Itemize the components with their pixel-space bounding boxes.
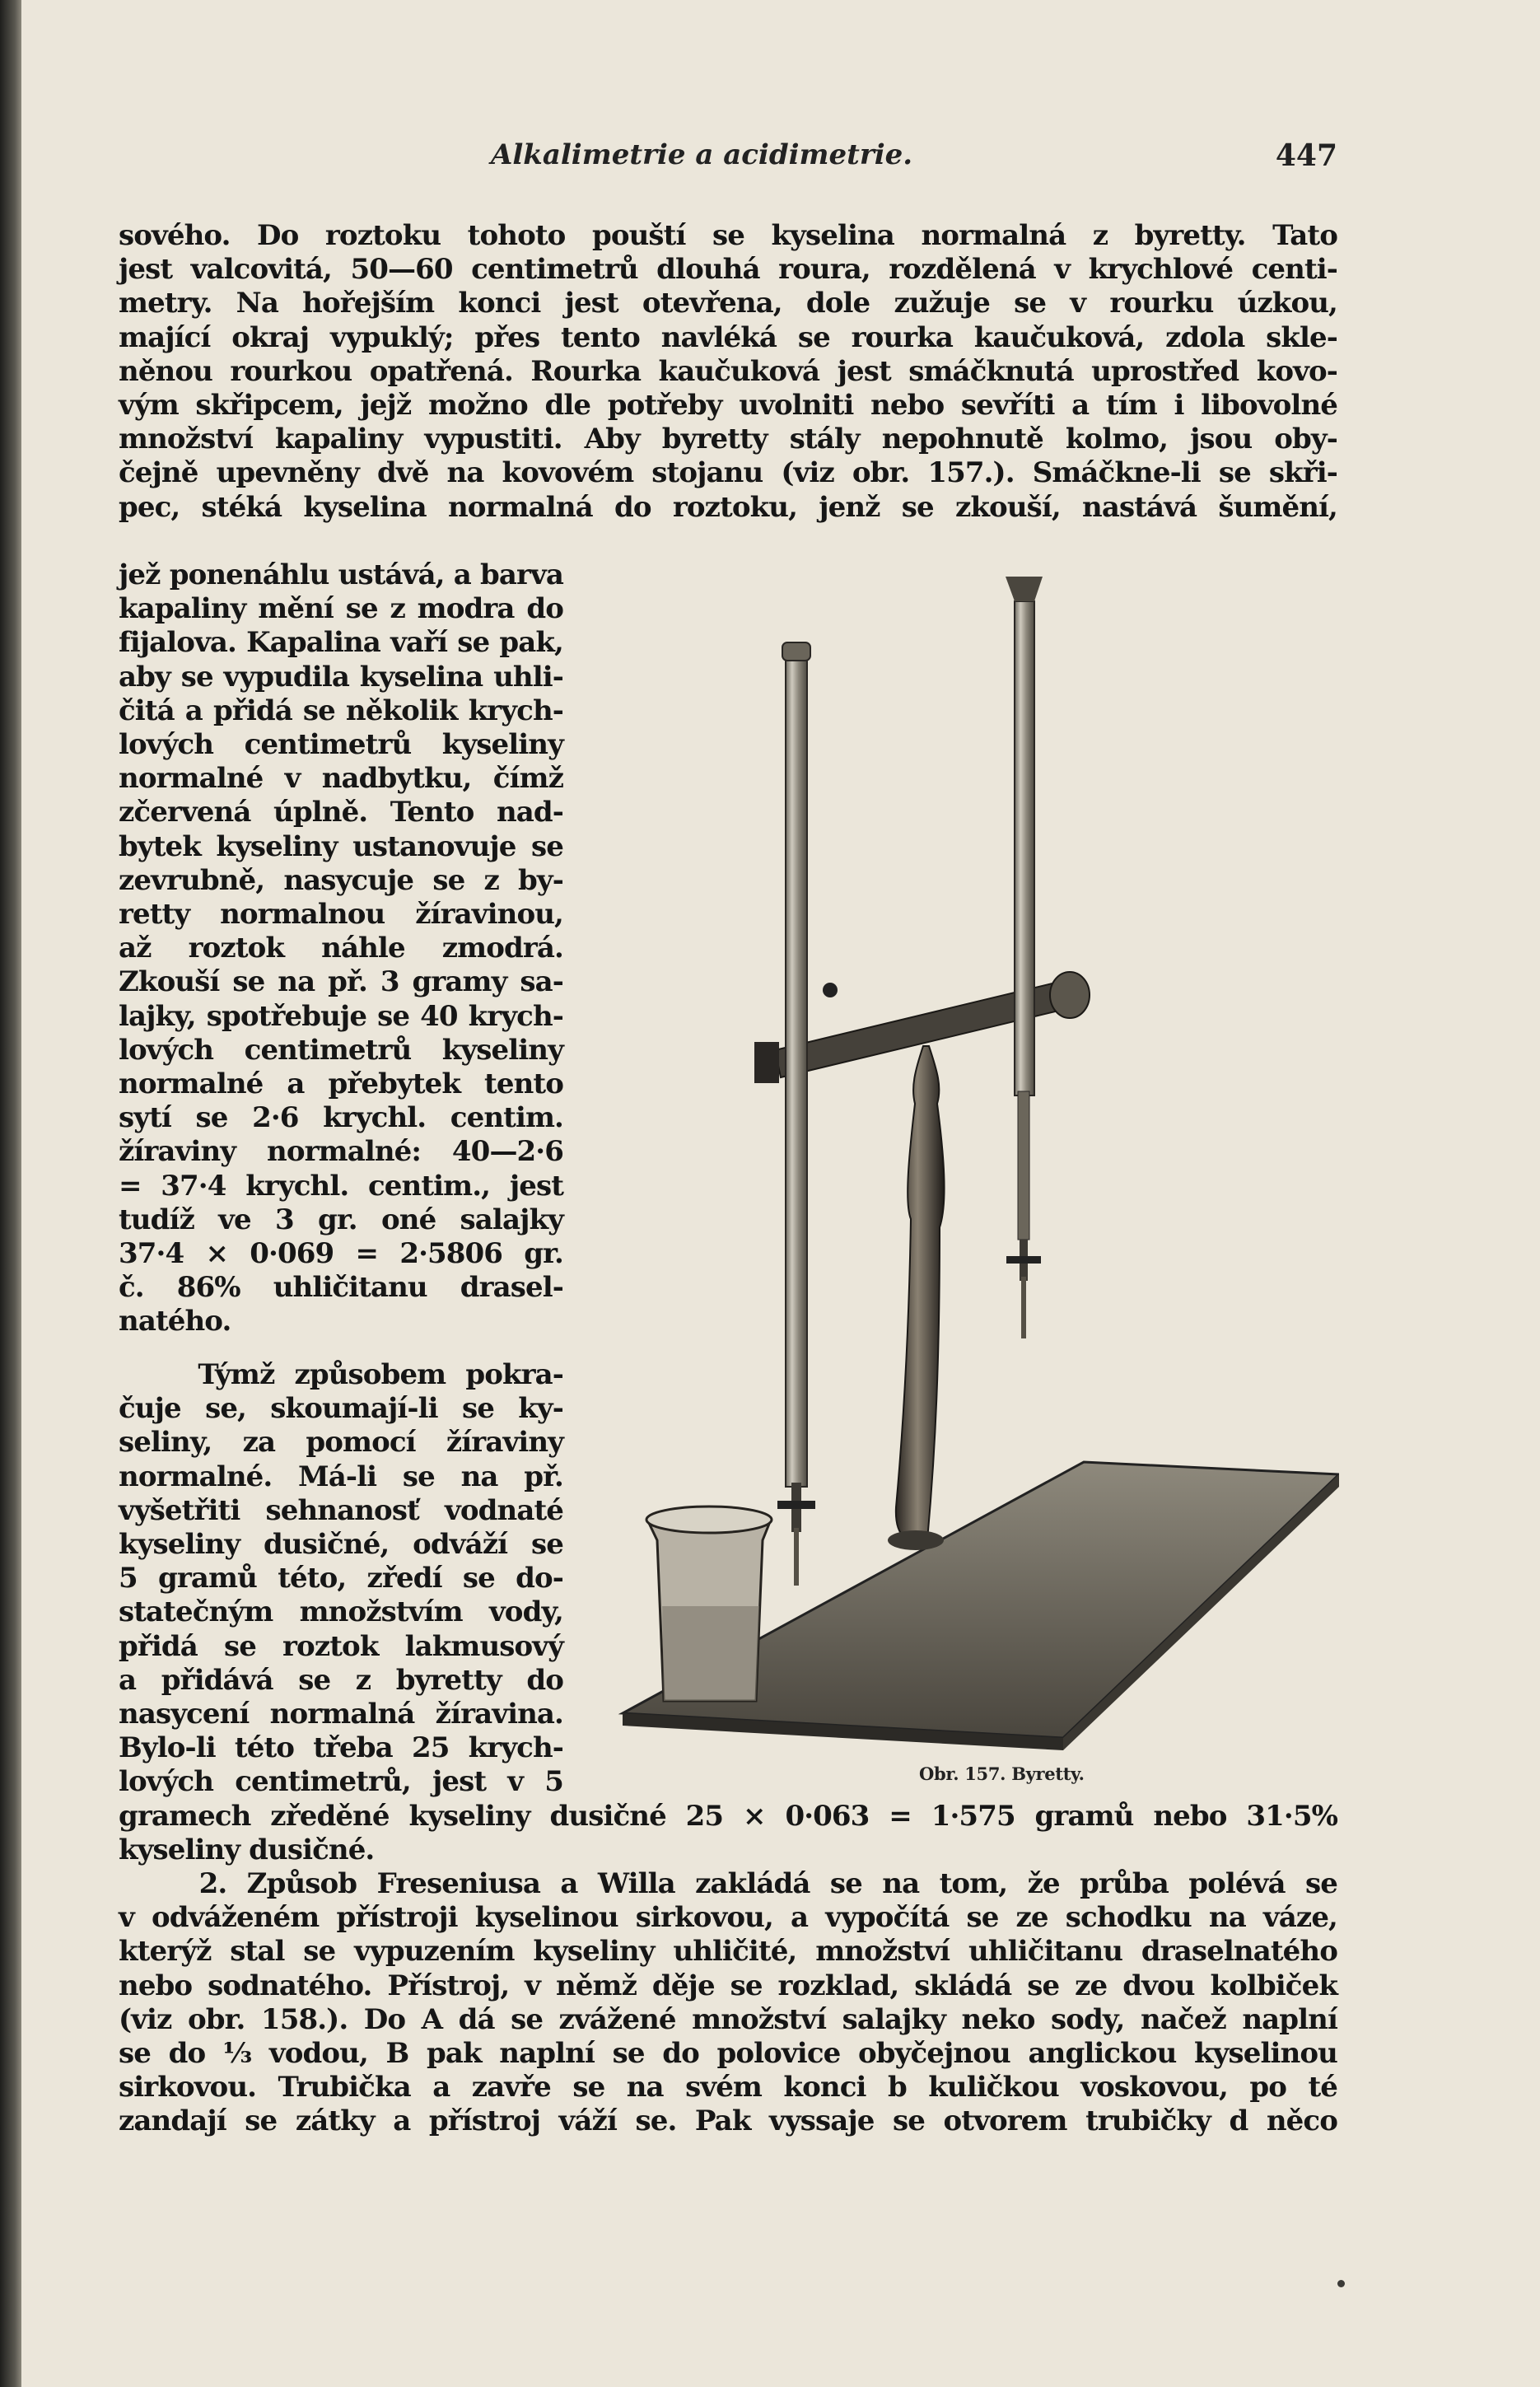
text-line: se do ⅓ vodou, B pak naplní se do polovice obyčejnou anglickou kyselinou (119, 2037, 1337, 2071)
method-2-paragraph (119, 1867, 1337, 2139)
text-line: 37·4 × 0·069 = 2·5806 gr. (119, 1237, 563, 1271)
text-line: fijalova. Kapalina vaří se pak, (119, 626, 563, 660)
text-line: jest valcovitá, 50—60 centimetrů dlouhá roura, rozdělená v krychlové centi- (119, 253, 1337, 287)
text-line: lových centimetrů kyseliny (119, 728, 563, 762)
burette-illustration (598, 577, 1339, 1754)
text-line: normalné. Má-li se na př. (119, 1460, 563, 1493)
text-line: normalné a přebytek tento (119, 1067, 563, 1101)
text-line: přidá se roztok lakmusový (119, 1629, 563, 1663)
text-line: gramech zředěné kyseliny dusičné 25 × 0·063 = 1·575 gramů nebo 31·5% (119, 1800, 1337, 1833)
running-title: Alkalimetrie a acidimetrie. (491, 138, 913, 171)
book-binding-shadow (0, 0, 21, 2387)
text-line: mající okraj vypuklý; přes tento navléká se rourka kaučuková, zdola skle- (119, 320, 1337, 354)
figure-caption: Obr. 157. Byretty. (919, 1763, 1085, 1784)
text-line: čitá a přidá se několik krych- (119, 694, 563, 727)
text-line: bytek kyseliny ustanovuje se (119, 829, 563, 863)
text-line: sového. Do roztoku tohoto pouští se kyselina normalná z byretty. Tato (119, 219, 1337, 252)
page-number: 447 (1275, 138, 1337, 173)
left-burette-tube (786, 655, 807, 1487)
text-line: Bylo-li této třeba 25 krych- (119, 1731, 563, 1765)
intro-paragraph (119, 219, 1337, 525)
text-line: = 37·4 krychl. centim., jest (119, 1169, 563, 1203)
right-burette-clip (1006, 1256, 1041, 1264)
text-line: množství kapaliny vypustiti. Aby byretty stály nepohnutě kolmo, jsou oby- (119, 423, 1337, 456)
text-line: kyseliny dusičné, odváží se (119, 1528, 563, 1562)
text-line: pec, stéká kyselina normalná do roztoku, jenž se zkouší, nastává šumění, (119, 490, 1337, 524)
text-line: vým skřipcem, jejž možno dle potřeby uvolniti nebo sevříti a tím i libovolné (119, 389, 1337, 423)
text-line: Týmž způsobem pokra- (119, 1358, 563, 1391)
right-burette-lower (1018, 1091, 1029, 1240)
ink-speck (1337, 2280, 1345, 2287)
text-line: čuje se, skoumají-li se ky- (119, 1392, 563, 1426)
left-burette-rim (782, 642, 810, 661)
text-line: čejně upevněny dvě na kovovém stojanu (viz obr. 157.). Smáčkne-li se skři- (119, 456, 1337, 490)
text-line: v odváženém přístroji kyselinou sirkovou, a vypočítá se ze schodku na váze, (119, 1901, 1337, 1935)
text-line: nebo sodnatého. Přístroj, v němž děje se rozklad, skládá se ze dvou kolbiček (119, 1969, 1337, 2002)
left-burette-clip (777, 1501, 815, 1509)
right-burette-tube (1015, 601, 1034, 1095)
page-header (491, 138, 1337, 188)
stand-column-foot (888, 1530, 944, 1550)
text-line: vyšetřiti sehnanosť vodnaté (119, 1493, 563, 1527)
text-line: 2. Způsob Freseniusa a Willa zakládá se na tom, že průba polévá se (119, 1867, 1337, 1900)
text-line: (viz obr. 158.). Do A dá se zvážené množství salajky neko sody, načež naplní (119, 2002, 1337, 2036)
text-line: lových centimetrů kyseliny (119, 1033, 563, 1067)
text-line: kyseliny dusičné. (119, 1833, 375, 1867)
text-line: seliny, za pomocí žíraviny (119, 1426, 563, 1460)
burette-stand-figure (598, 577, 1339, 1754)
right-burette-funnel (1006, 577, 1043, 601)
text-line: lových centimetrů, jest v 5 (119, 1765, 563, 1799)
text-line: sirkovou. Trubička a zavře se na svém konci b kuličkou voskovou, po té (119, 2071, 1337, 2104)
clamp-jaw-left (754, 1042, 779, 1083)
text-line: až roztok náhle zmodrá. (119, 932, 563, 965)
text-line: natého. (119, 1305, 231, 1338)
text-line: žíraviny normalné: 40—2·6 (119, 1135, 563, 1169)
beaker-mouth (646, 1506, 772, 1533)
text-line: lajky, spotřebuje se 40 krych- (119, 999, 563, 1033)
text-line: normalné v nadbytku, čímž (119, 762, 563, 796)
text-line: 5 gramů této, zředí se do- (119, 1562, 563, 1595)
book-page (21, 0, 1540, 2387)
text-line: něnou rourkou opatřená. Rourka kaučuková jest smáčknutá uprostřed kovo- (119, 354, 1337, 388)
text-line: Zkouší se na př. 3 gramy sa- (119, 965, 563, 999)
narrow-column-paragraph (119, 558, 563, 1339)
text-line: zčervená úplně. Tento nad- (119, 796, 563, 829)
text-line: sytí se 2·6 krychl. centim. (119, 1101, 563, 1135)
text-line: statečným množstvím vody, (119, 1595, 563, 1629)
left-burette-tip (794, 1528, 799, 1586)
text-line: nasycení normalná žíravina. (119, 1698, 563, 1731)
continuation-paragraph (119, 1800, 1337, 1867)
text-line: kterýž stal se vypuzením kyseliny uhličité, množství uhličitanu draselnatého (119, 1935, 1337, 1969)
text-line: zevrubně, nasycuje se z by- (119, 863, 563, 897)
clamp-screw (823, 983, 838, 997)
text-line: zandají se zátky a přístroj váží se. Pak vyssaje se otvorem trubičky d něco (119, 2104, 1337, 2138)
text-line: tudíž ve 3 gr. oné salajky (119, 1203, 563, 1236)
narrow-column-paragraph-2 (119, 1358, 563, 1800)
right-burette-tip (1021, 1277, 1026, 1338)
text-line: jež ponenáhlu ustává, a barva (119, 558, 563, 591)
stand-column (896, 1046, 945, 1542)
text-line: retty normalnou žíravinou, (119, 898, 563, 932)
text-line: a přidává se z byretty do (119, 1663, 563, 1697)
clamp-jaw-right (1050, 972, 1090, 1018)
text-line: č. 86% uhličitanu drasel- (119, 1271, 563, 1305)
beaker-liquid (662, 1606, 759, 1701)
text-line: metry. Na hořejším konci jest otevřena, dole zužuje se v rourku úzkou, (119, 287, 1337, 320)
text-line: aby se vypudila kyselina uhli- (119, 660, 563, 694)
text-line: kapaliny mění se z modra do (119, 592, 563, 626)
